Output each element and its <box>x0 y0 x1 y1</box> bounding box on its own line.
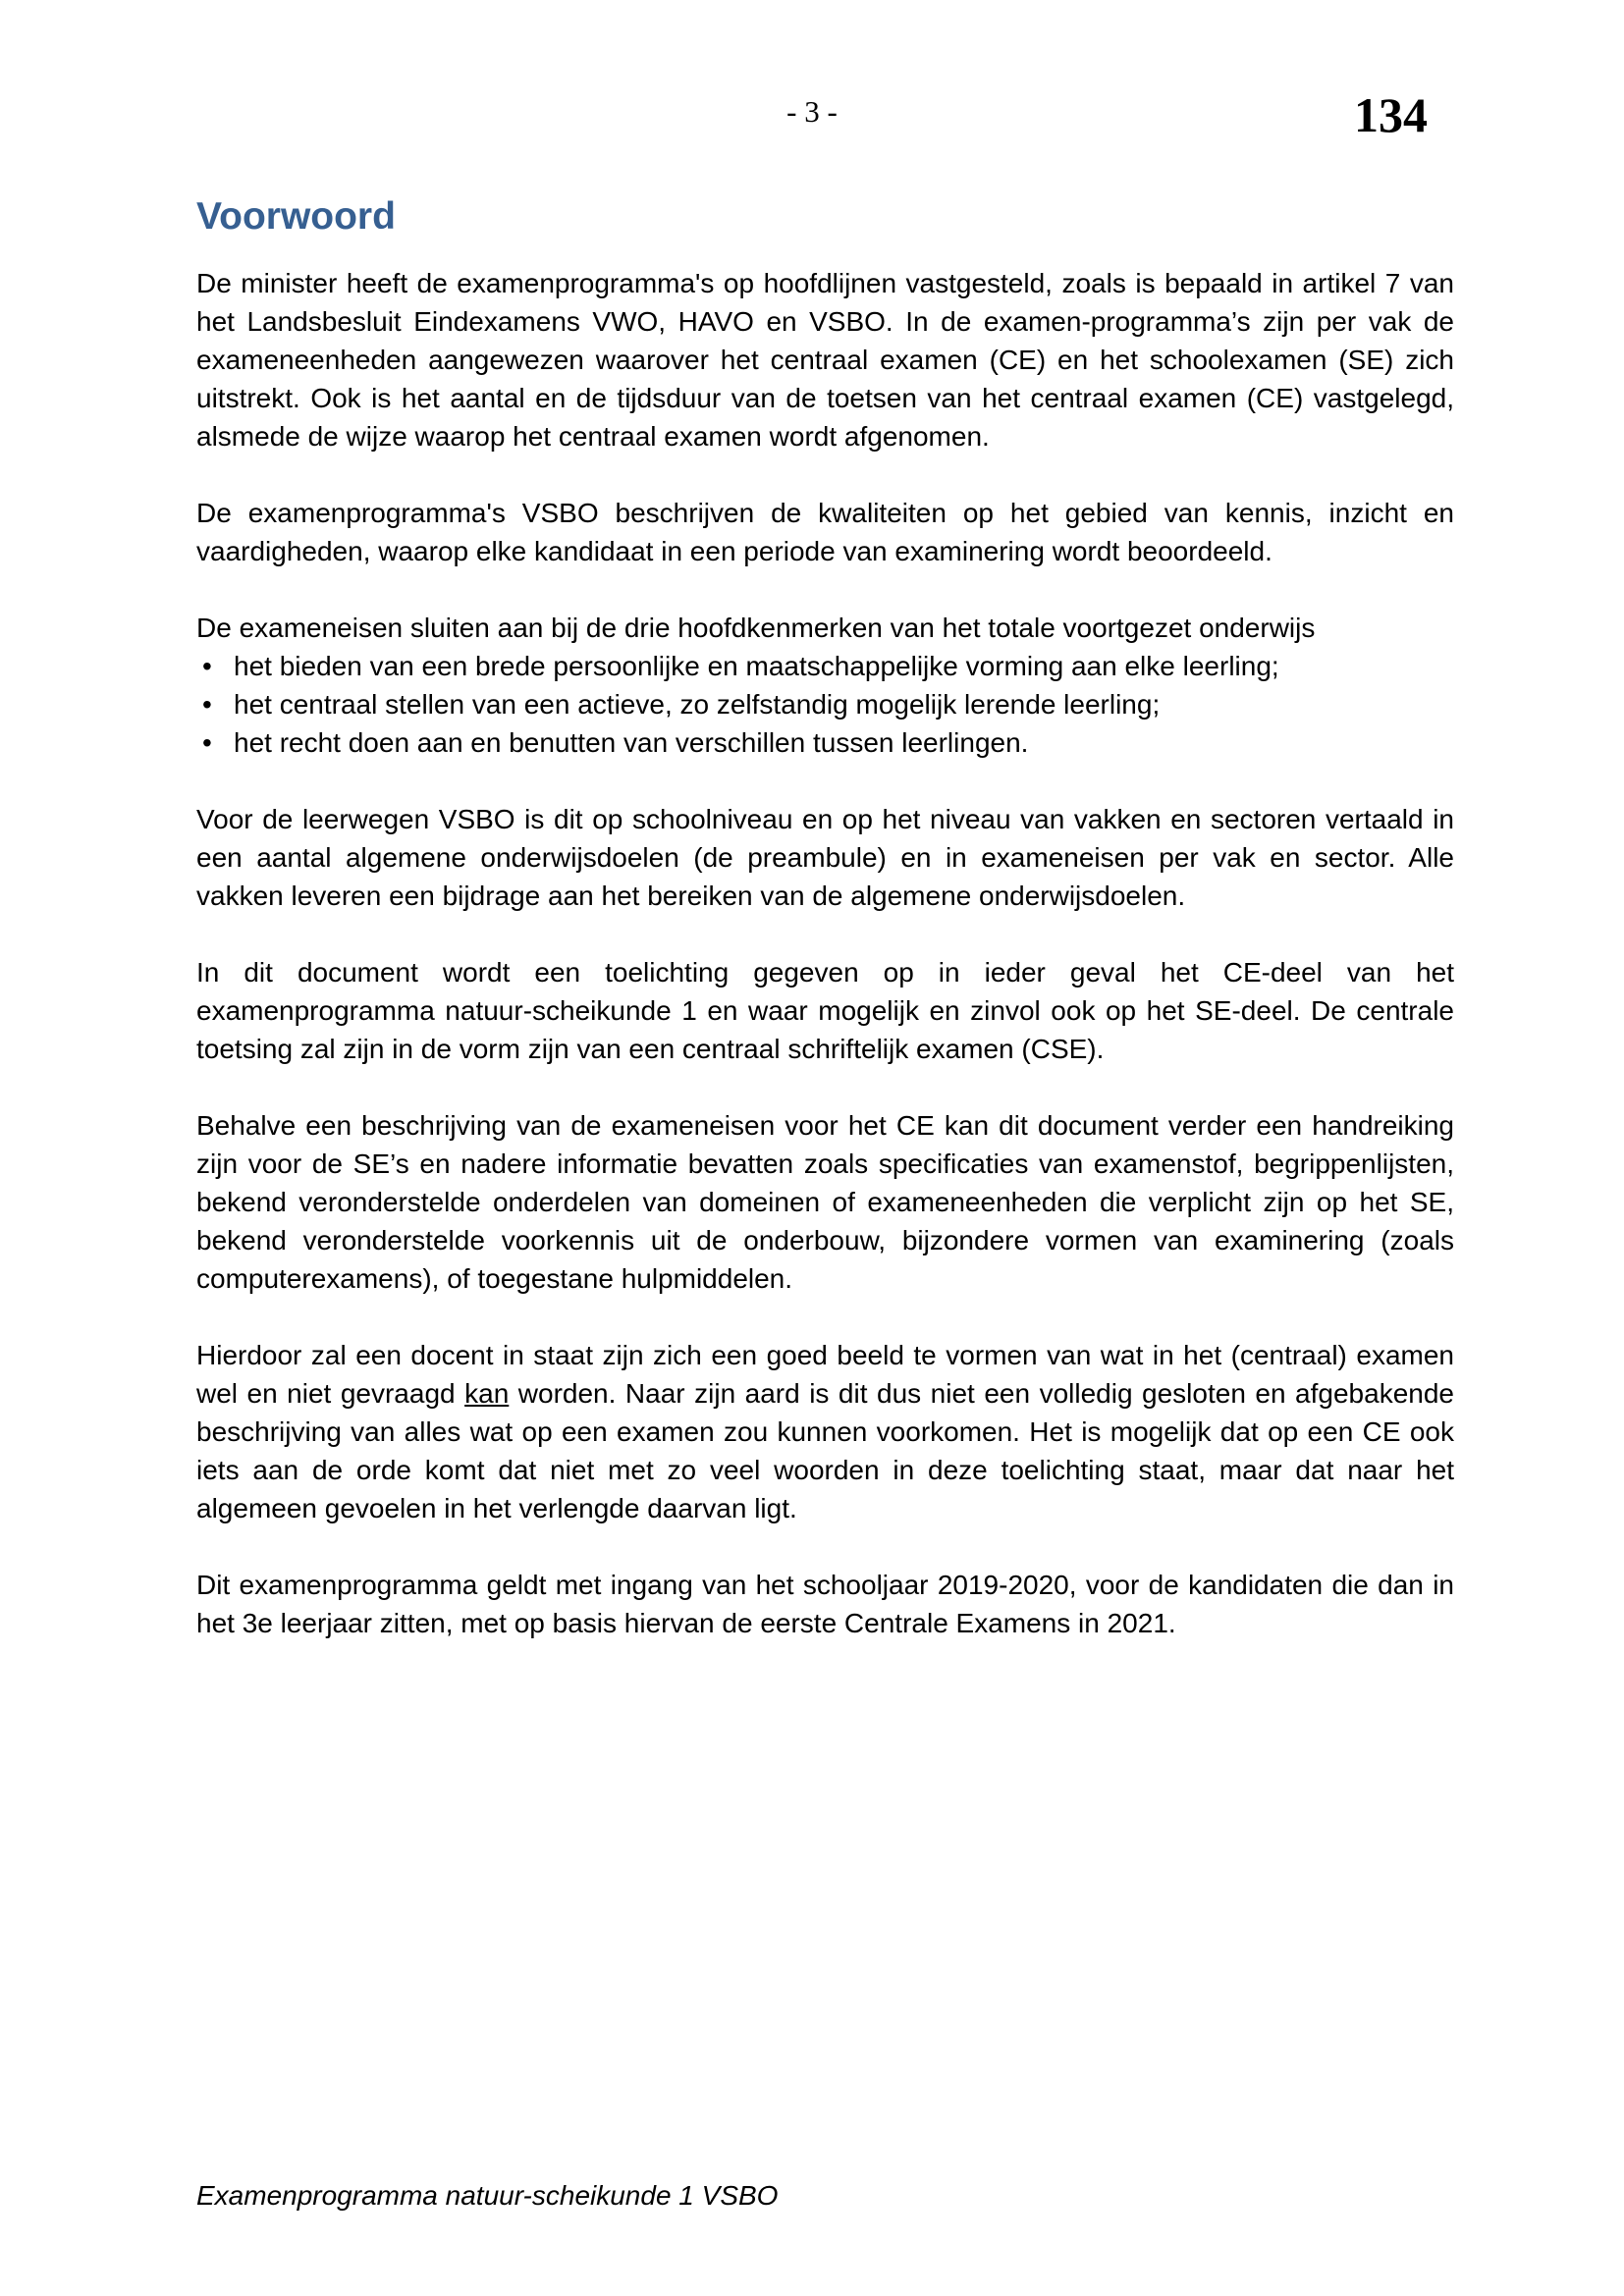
paragraph: In dit document wordt een toelichting gegeven op in ieder geval het CE-deel van het examenprogramma natuur-scheikunde 1 en waar mogelijk en zinvol ook op het SE-deel. De centrale toetsing zal zijn in de vorm zijn van een centraal schriftelijk examen (CSE). <box>196 957 1454 1064</box>
list-item <box>196 685 1454 723</box>
paragraph-text: worden. Naar zijn aard is dit dus niet een volledig gesloten en afgebakende beschrijving van alles wat op een examen zou kunnen voorkomen. Het is mogelijk dat op een CE ook iets aan de orde komt dat niet met zo veel woorden in deze toelichting staat, maar dat naar het algemeen gevoelen in het verlengde daarvan ligt. <box>196 1378 1454 1523</box>
bullet-list <box>196 647 1454 762</box>
list-item-text: het recht doen aan en benutten van verschillen tussen leerlingen. <box>234 727 1029 758</box>
paragraph: Voor de leerwegen VSBO is dit op schoolniveau en op het niveau van vakken en sectoren vertaald in een aantal algemene onderwijsdoelen (de preambule) en in exameneisen per vak en sector. Alle vakken leveren een bijdrage aan het bereiken van de algemene onderwijsdoelen. <box>196 804 1454 911</box>
paragraph: De exameneisen sluiten aan bij de drie hoofdkenmerken van het totale voortgezet onderwijs <box>196 613 1316 643</box>
paragraph: De minister heeft de examenprogramma's op hoofdlijnen vastgesteld, zoals is bepaald in artikel 7 van het Landsbesluit Eindexamens VWO, HAVO en VSBO. In de examen-programma’s zijn per vak de exameneenheden aangewezen waarover het centraal examen (CE) en het schoolexamen (SE) zich uitstrekt. Ook is het aantal en de tijdsduur van de toetsen van het centraal examen (CE) vastgelegd, alsmede de wijze waarop het centraal examen wordt afgenomen. <box>196 268 1454 452</box>
paragraph-text: Hierdoor zal een docent in staat zijn zich een goed beeld te vormen van wat in het (centraal) examen wel en niet gevraagd <box>196 1340 1454 1409</box>
page-title: Voorwoord <box>196 195 396 238</box>
paragraph: Behalve een beschrijving van de exameneisen voor het CE kan dit document verder een handreiking zijn voor de SE’s en nadere informatie bevatten zoals specificaties van examenstof, begrippenlijsten, bekend veronderstelde onderdelen van domeinen of exameneenheden die verplicht zijn op het SE, bekend veronderstelde voorkennis uit de onderbouw, bijzondere vormen van examinering (zoals computerexamens), of toegestane hulpmiddelen. <box>196 1110 1454 1294</box>
paragraph <box>196 1336 1454 1527</box>
bullet-icon: • <box>202 651 212 681</box>
document-number: 134 <box>1354 87 1428 142</box>
document-body <box>196 264 1454 1681</box>
underlined-word: kan <box>464 1378 510 1409</box>
bullet-icon: • <box>202 689 212 720</box>
list-item-text: het bieden van een brede persoonlijke en maatschappelijke vorming aan elke leerling; <box>234 651 1279 681</box>
page-footer: Examenprogramma natuur-scheikunde 1 VSBO <box>196 2180 779 2211</box>
list-item <box>196 723 1454 762</box>
list-item <box>196 647 1454 685</box>
page-number: - 3 - <box>786 94 838 129</box>
bullet-icon: • <box>202 727 212 758</box>
paragraph: De examenprogramma's VSBO beschrijven de kwaliteiten op het gebied van kennis, inzicht en vaardigheden, waarop elke kandidaat in een periode van examinering wordt beoordeeld. <box>196 498 1454 566</box>
paragraph: Dit examenprogramma geldt met ingang van het schooljaar 2019-2020, voor de kandidaten die dan in het 3e leerjaar zitten, met op basis hiervan de eerste Centrale Examens in 2021. <box>196 1570 1454 1638</box>
list-item-text: het centraal stellen van een actieve, zo zelfstandig mogelijk lerende leerling; <box>234 689 1161 720</box>
